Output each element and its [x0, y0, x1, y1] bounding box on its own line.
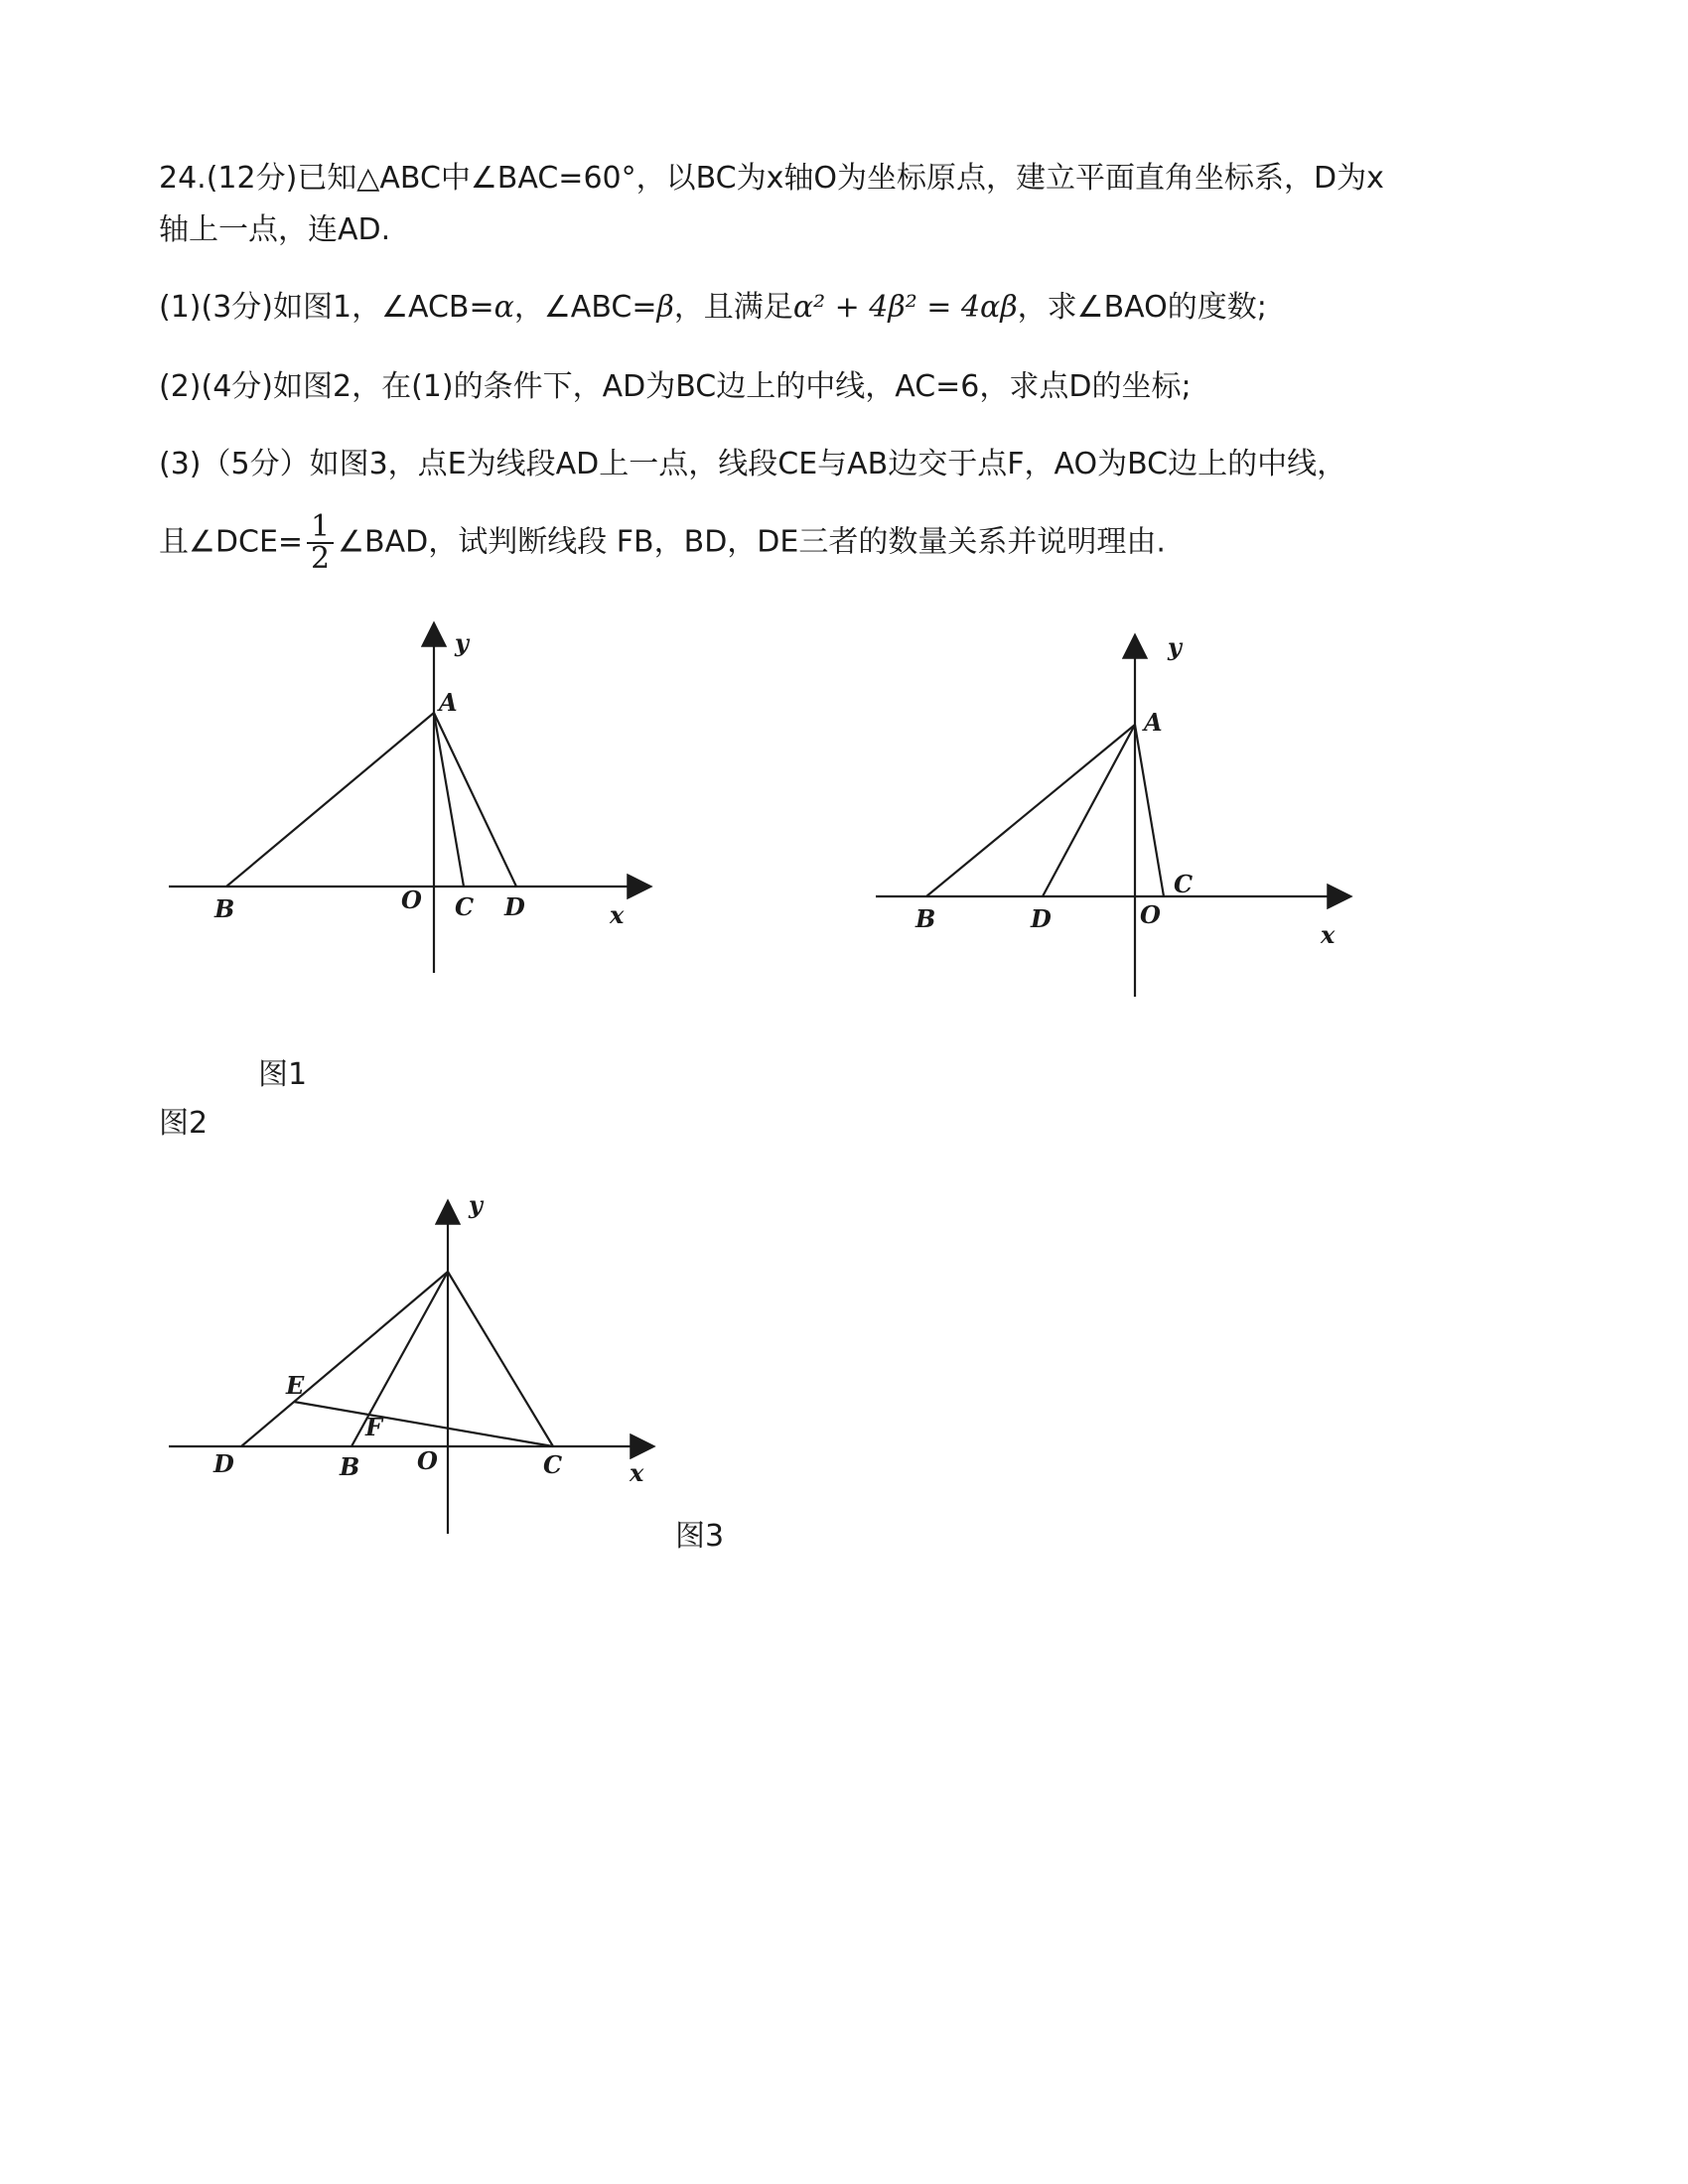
fig3-label-f: F: [365, 1413, 383, 1441]
fig2-label-c: C: [1174, 870, 1194, 898]
part-1-text-d: ，求∠BAO的度数;: [1017, 290, 1267, 325]
fig3-label-e: E: [286, 1371, 305, 1400]
fig3-label-d: D: [213, 1449, 234, 1478]
fig1-label-a: A: [439, 688, 458, 717]
problem-statement-cont: 轴上一点，连AD.: [159, 212, 391, 247]
fraction-numerator: 1: [307, 512, 334, 544]
part-1-text-a: (1)(3分)如图1，∠ACB=: [159, 290, 494, 325]
problem-statement: 24.(12分)已知△ABC中∠BAC=60°，以BC为x轴O为坐标原点，建立平面直角坐标系，D为x: [159, 161, 1384, 196]
fig3-segment-ac: [448, 1272, 553, 1446]
fig1-segment-ad: [434, 713, 516, 887]
part-1-equation: α² + 4β² = 4αβ: [792, 290, 1018, 325]
figure-3-caption: 图3: [675, 1519, 725, 1554]
fig1-segment-ab: [226, 713, 434, 887]
fig2-segment-ad: [1043, 725, 1135, 896]
fig2-label-a: A: [1144, 708, 1163, 737]
fig1-label-x: x: [610, 900, 625, 929]
fig3-label-y: y: [469, 1190, 483, 1219]
fig2-label-x: x: [1321, 920, 1336, 949]
fig1-label-c: C: [455, 892, 475, 921]
alpha-symbol: α: [493, 290, 514, 325]
fig2-label-d: D: [1031, 904, 1052, 933]
part-1-text-c: ，且满足: [673, 290, 793, 325]
fig3-segment-ad: [241, 1272, 448, 1446]
fig1-label-y: y: [455, 628, 469, 657]
fig1-segment-ac: [434, 713, 464, 887]
figure-1-caption: 图1: [258, 1057, 308, 1092]
part-1-text-b: ，∠ABC=: [513, 290, 657, 325]
fig2-label-b: B: [915, 904, 936, 933]
figure-2-caption: 图2: [159, 1106, 209, 1141]
fig3-segment-ec: [294, 1402, 553, 1446]
fig2-segment-ac: [1135, 725, 1164, 896]
fig1-label-d: D: [504, 892, 525, 921]
part-3-text-a: 且∠DCE=: [159, 524, 304, 560]
part-2: (2)(4分)如图2，在(1)的条件下，AD为BC边上的中线，AC=6，求点D的坐标;: [159, 369, 1192, 404]
fig2-segment-ab: [926, 725, 1135, 896]
part-3-text-b: ∠BAD，试判断线段 FB，BD，DE三者的数量关系并说明理由.: [338, 524, 1166, 560]
fig1-label-b: B: [214, 894, 235, 923]
fig3-label-c: C: [543, 1450, 563, 1479]
fig3-label-x: x: [630, 1458, 644, 1487]
fig3-label-o: O: [417, 1446, 438, 1475]
beta-symbol: β: [656, 290, 674, 325]
fig3-label-b: B: [340, 1452, 360, 1481]
fig1-label-o: O: [401, 886, 422, 914]
fig2-label-y: y: [1168, 632, 1182, 661]
fraction-denominator: 2: [311, 541, 331, 576]
part-3: (3)（5分）如图3，点E为线段AD上一点，线段CE与AB边交于点F，AO为BC边上的中线，: [159, 447, 1347, 481]
fig2-label-o: O: [1140, 900, 1161, 929]
